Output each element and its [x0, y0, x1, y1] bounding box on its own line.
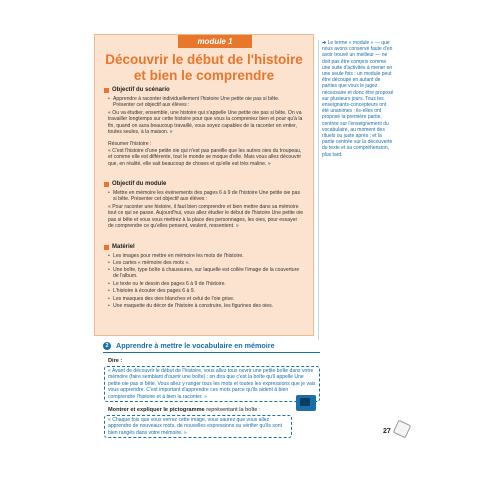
- materiel-item: • Les images pour mettre en mémoire les mots de l'histoire.: [113, 253, 303, 259]
- montrer-label: Montrer et expliquer le pictogramme représentant la boîte :: [108, 407, 261, 413]
- orange-square-icon: [104, 88, 109, 93]
- module-objective-quote: « Pour raconter une histoire, il faut bien comprendre et bien mettre dans sa mémoire tout ce qui se passe. Aujourd'hui, vous allez étudier le début de l'histoire Une petite oie pas si bête et vous vous mettrez à la place des personnages, les oies, pour essayer de comprendre ce qu'elles pensent, veulent, ressentent. »: [108, 204, 304, 230]
- scenario-heading: Objectif du scénario: [104, 87, 170, 93]
- section-title: Apprendre à mettre le vocabulaire en mémoire: [116, 341, 275, 350]
- orange-square-icon: [104, 182, 109, 187]
- materiel-item: • Le texte ou le dessin des pages 6 à 9 de l'histoire.: [113, 281, 303, 287]
- page-number: 27: [383, 428, 391, 435]
- page-corner-icon: [393, 420, 412, 439]
- materiel-item: • L'histoire à écouter des pages 6 à 9.: [113, 288, 303, 294]
- side-divider: [318, 40, 319, 340]
- section-number: 2: [103, 342, 111, 350]
- orange-square-icon: [104, 245, 109, 250]
- dire-quote: « Avant de découvrir le début de l'histoire, vous allez tous ouvrir une petite boîte dans votre mémoire (faire semblant d'ouvrir une boîte) : on dira que c'est la boîte qu'il appelle Une petite oie pas si bête. Vous allez y ranger tous les mots et toutes les expressions que je vais vous apprendre. C'est important d'apprendre ces mots parce qu'ils aident à bien comprendre l'histoire et à bien la raconter. »: [104, 366, 320, 402]
- materiel-item: • Les cartes « mémoire des mots ».: [113, 260, 303, 266]
- materiel-item: • Une boîte, type boîte à chaussures, sur laquelle est collée l'image de la couverture de l'album.: [113, 267, 303, 280]
- materiel-item: • Les masques des oies blanches et celui de l'oie grise.: [113, 296, 303, 302]
- module-title-line1: Découvrir le début de l'histoire: [105, 52, 303, 67]
- module-objective-heading: Objectif du module: [104, 181, 166, 187]
- resume-text: « C'est l'histoire d'une petite oie qui n'est pas pareille que les autres oies du troupeau, et comme elle est différente, tout le monde se moque d'elle. Mais vous allez découvrir que, en réalité, elle sait beaucoup de choses et qu'elle est très maline. »: [108, 148, 302, 167]
- dire-label: Dire :: [108, 358, 123, 364]
- materiel-heading: Matériel: [104, 244, 135, 250]
- resume-title: Résumer l'histoire :: [108, 141, 152, 147]
- box-pictogram-icon: [296, 395, 316, 411]
- section-divider: [103, 352, 320, 353]
- module-title-line2: et bien le comprendre: [133, 68, 275, 83]
- montrer-quote: « Chaque fois que vous verrez cette image, vous saurez que vous allez apprendre de nouveaux mots, de nouvelles expressions ou vérifier qu'ils sont bien rangés dans votre mémoire. »: [104, 415, 292, 438]
- scenario-bullet: • Apprendre à raconter individuellement l'histoire Une petite oie pas si bête. Présenter cet objectif aux élèves :: [113, 96, 303, 109]
- materiel-item: • Une maquette du décor de l'histoire à construire, les figurines des oies.: [113, 303, 303, 309]
- module-tab: module 1: [178, 35, 252, 48]
- module-objective-bullet: • Mettre en mémoire les événements des pages 6 à 9 de l'histoire Une petite oie pas si bête. Présenter cet objectif aux élèves :: [113, 190, 303, 203]
- arrow-right-icon: ➜: [322, 40, 327, 46]
- scenario-quote: « Ou va étudier, ensemble, une histoire qui s'appelle Une petite oie pas si bête. On va travailler longtemps sur cette histoire pour que vous la compreniez bien et pour qu'à la fin, quand on aura beaucoup travaillé, vous soyez capables de la raconter en entier, toutes seules, à la maison. »: [108, 110, 303, 136]
- side-note: ➜ Le terme « module » — que nous avons conservé faute d'en avoir trouvé un meilleur — ne doit pas être compris comme une suite d'activités à mener en une seule fois : un module peut être découpé en autant de parties que vous le jugez nécessaire et donc être proposé sur plusieurs jours. Tous les enseignants-concepteurs ont été unanimes : ils-elles ont proposé la première partie, centrée sur l'enseignement du vocabulaire, au moment des rituels ou juste après ; et la partie centrée sur la découverte du texte et sa compréhension, plus tard.: [322, 40, 394, 158]
- module-title: [104, 52, 304, 84]
